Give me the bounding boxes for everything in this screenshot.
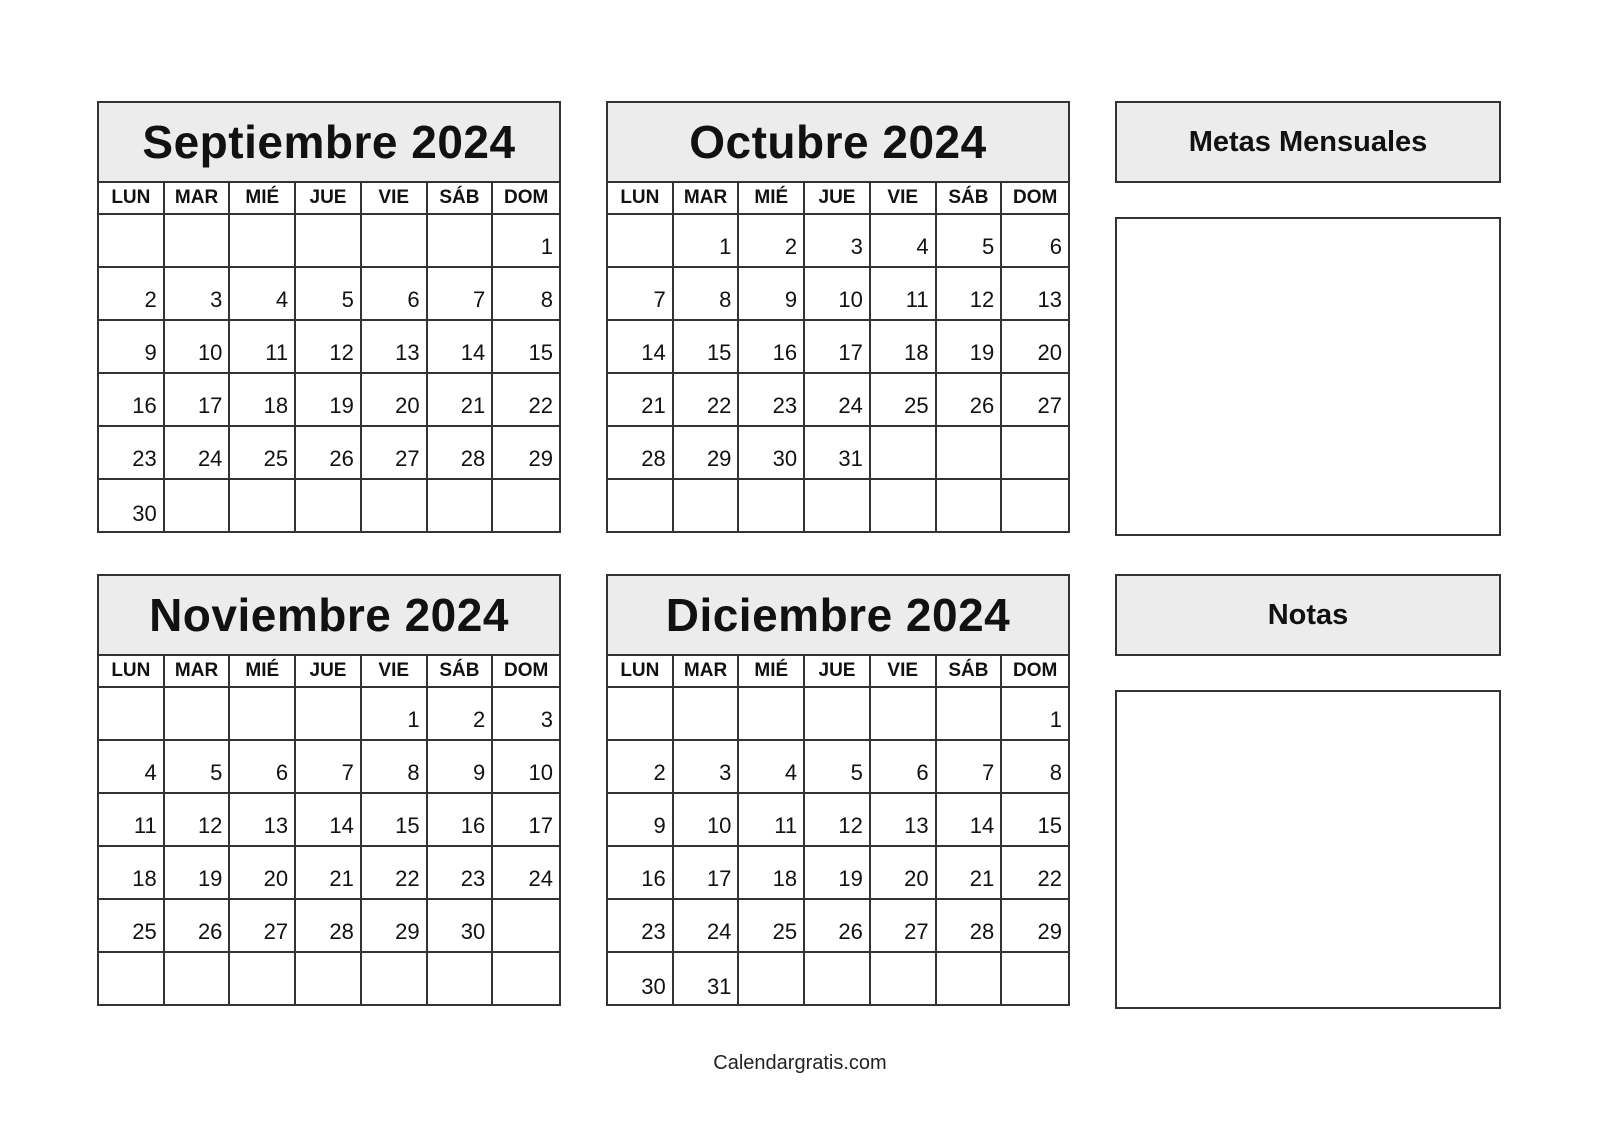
day-cell: 2 [739, 215, 805, 268]
day-cell: 22 [674, 374, 740, 427]
weekday-header: SÁB [428, 183, 494, 215]
weekday-header: DOM [493, 656, 559, 688]
weekday-header: MIÉ [230, 656, 296, 688]
day-cell: 25 [871, 374, 937, 427]
day-cell [230, 953, 296, 1006]
day-cell [608, 688, 674, 741]
day-cell: 21 [937, 847, 1003, 900]
day-cell: 22 [493, 374, 559, 427]
weekday-header: JUE [296, 656, 362, 688]
day-cell: 2 [608, 741, 674, 794]
weekday-header: DOM [493, 183, 559, 215]
day-cell: 23 [739, 374, 805, 427]
day-cell: 10 [674, 794, 740, 847]
day-cell: 1 [362, 688, 428, 741]
day-cell [871, 427, 937, 480]
day-cell: 18 [871, 321, 937, 374]
day-cell: 29 [674, 427, 740, 480]
day-cell: 14 [428, 321, 494, 374]
weekday-header: JUE [296, 183, 362, 215]
day-cell: 5 [165, 741, 231, 794]
day-cell [99, 215, 165, 268]
day-cell: 10 [493, 741, 559, 794]
day-cell: 28 [296, 900, 362, 953]
day-cell [739, 480, 805, 533]
day-cell: 29 [493, 427, 559, 480]
day-cell [165, 215, 231, 268]
day-cell [428, 480, 494, 533]
day-cell: 20 [871, 847, 937, 900]
day-cell [362, 480, 428, 533]
day-cell: 15 [362, 794, 428, 847]
weekday-header: JUE [805, 183, 871, 215]
day-cell: 1 [493, 215, 559, 268]
day-cell: 28 [428, 427, 494, 480]
day-cell: 13 [1002, 268, 1068, 321]
day-cell: 4 [230, 268, 296, 321]
day-cell: 21 [428, 374, 494, 427]
month-title: Diciembre 2024 [608, 576, 1068, 656]
day-cell: 16 [99, 374, 165, 427]
day-cell: 23 [428, 847, 494, 900]
weekday-header: MAR [674, 656, 740, 688]
day-cell: 14 [937, 794, 1003, 847]
weekday-header: LUN [608, 183, 674, 215]
weekday-header: LUN [99, 183, 165, 215]
day-cell: 24 [805, 374, 871, 427]
day-cell: 26 [165, 900, 231, 953]
day-cell: 15 [674, 321, 740, 374]
day-cell: 8 [362, 741, 428, 794]
calendar-grid [99, 183, 559, 533]
day-cell: 27 [230, 900, 296, 953]
weekday-header: MAR [165, 183, 231, 215]
day-cell: 1 [1002, 688, 1068, 741]
day-cell: 5 [805, 741, 871, 794]
day-cell: 19 [165, 847, 231, 900]
day-cell [739, 953, 805, 1006]
day-cell: 15 [1002, 794, 1068, 847]
day-cell: 14 [608, 321, 674, 374]
day-cell: 18 [230, 374, 296, 427]
day-cell: 24 [165, 427, 231, 480]
day-cell: 16 [428, 794, 494, 847]
day-cell: 26 [296, 427, 362, 480]
day-cell: 7 [608, 268, 674, 321]
day-cell: 20 [1002, 321, 1068, 374]
day-cell: 17 [493, 794, 559, 847]
day-cell [937, 688, 1003, 741]
month-calendar-november [97, 574, 561, 1006]
day-cell [871, 688, 937, 741]
day-cell: 6 [871, 741, 937, 794]
month-title: Septiembre 2024 [99, 103, 559, 183]
day-cell [937, 953, 1003, 1006]
month-calendar-october [606, 101, 1070, 533]
weekday-header: LUN [99, 656, 165, 688]
day-cell: 30 [608, 953, 674, 1006]
day-cell: 28 [937, 900, 1003, 953]
day-cell: 15 [493, 321, 559, 374]
day-cell [99, 953, 165, 1006]
day-cell: 11 [739, 794, 805, 847]
day-cell: 24 [674, 900, 740, 953]
day-cell: 7 [937, 741, 1003, 794]
day-cell: 17 [165, 374, 231, 427]
day-cell: 22 [1002, 847, 1068, 900]
goals-box[interactable] [1115, 217, 1501, 536]
day-cell: 10 [805, 268, 871, 321]
weekday-header: VIE [362, 183, 428, 215]
day-cell: 19 [296, 374, 362, 427]
day-cell: 2 [428, 688, 494, 741]
month-calendar-december [606, 574, 1070, 1006]
day-cell: 19 [805, 847, 871, 900]
day-cell: 31 [674, 953, 740, 1006]
day-cell: 25 [739, 900, 805, 953]
weekday-header: JUE [805, 656, 871, 688]
day-cell [493, 480, 559, 533]
day-cell [608, 480, 674, 533]
day-cell [493, 953, 559, 1006]
weekday-header: DOM [1002, 656, 1068, 688]
day-cell [1002, 953, 1068, 1006]
weekday-header: MAR [674, 183, 740, 215]
day-cell: 30 [99, 480, 165, 533]
day-cell: 10 [165, 321, 231, 374]
day-cell: 11 [230, 321, 296, 374]
day-cell: 27 [362, 427, 428, 480]
day-cell: 9 [99, 321, 165, 374]
day-cell: 19 [937, 321, 1003, 374]
calendar-grid [608, 183, 1068, 533]
weekday-header: MAR [165, 656, 231, 688]
day-cell: 13 [871, 794, 937, 847]
day-cell: 8 [1002, 741, 1068, 794]
day-cell: 9 [608, 794, 674, 847]
day-cell: 29 [362, 900, 428, 953]
day-cell: 23 [608, 900, 674, 953]
day-cell: 20 [362, 374, 428, 427]
notes-header: Notas [1115, 574, 1501, 656]
day-cell: 12 [805, 794, 871, 847]
footer-site: Calendargratis.com [713, 1052, 887, 1074]
day-cell: 13 [230, 794, 296, 847]
day-cell: 12 [937, 268, 1003, 321]
day-cell: 16 [739, 321, 805, 374]
day-cell [937, 427, 1003, 480]
day-cell: 9 [739, 268, 805, 321]
month-title: Noviembre 2024 [99, 576, 559, 656]
day-cell [165, 480, 231, 533]
weekday-header: VIE [871, 656, 937, 688]
day-cell: 11 [871, 268, 937, 321]
day-cell [165, 953, 231, 1006]
day-cell: 4 [99, 741, 165, 794]
notes-box[interactable] [1115, 690, 1501, 1009]
day-cell: 31 [805, 427, 871, 480]
day-cell: 14 [296, 794, 362, 847]
day-cell: 17 [674, 847, 740, 900]
day-cell: 16 [608, 847, 674, 900]
day-cell: 22 [362, 847, 428, 900]
day-cell [1002, 427, 1068, 480]
day-cell [674, 480, 740, 533]
weekday-header: SÁB [937, 656, 1003, 688]
day-cell: 7 [296, 741, 362, 794]
day-cell: 1 [674, 215, 740, 268]
day-cell: 4 [739, 741, 805, 794]
day-cell [165, 688, 231, 741]
day-cell: 7 [428, 268, 494, 321]
day-cell [937, 480, 1003, 533]
goals-header: Metas Mensuales [1115, 101, 1501, 183]
day-cell: 27 [871, 900, 937, 953]
day-cell [296, 688, 362, 741]
day-cell [1002, 480, 1068, 533]
weekday-header: SÁB [428, 656, 494, 688]
weekday-header: SÁB [937, 183, 1003, 215]
day-cell [428, 215, 494, 268]
day-cell [805, 480, 871, 533]
day-cell: 12 [165, 794, 231, 847]
day-cell: 23 [99, 427, 165, 480]
day-cell [805, 688, 871, 741]
day-cell: 17 [805, 321, 871, 374]
day-cell [230, 688, 296, 741]
day-cell: 3 [493, 688, 559, 741]
day-cell: 5 [937, 215, 1003, 268]
day-cell: 26 [937, 374, 1003, 427]
day-cell: 28 [608, 427, 674, 480]
day-cell [674, 688, 740, 741]
day-cell [230, 480, 296, 533]
day-cell: 3 [805, 215, 871, 268]
day-cell: 8 [674, 268, 740, 321]
day-cell: 6 [230, 741, 296, 794]
weekday-header: MIÉ [230, 183, 296, 215]
day-cell: 24 [493, 847, 559, 900]
day-cell [608, 215, 674, 268]
day-cell: 18 [99, 847, 165, 900]
day-cell: 13 [362, 321, 428, 374]
day-cell [362, 215, 428, 268]
day-cell: 21 [296, 847, 362, 900]
weekday-header: VIE [362, 656, 428, 688]
weekday-header: MIÉ [739, 656, 805, 688]
day-cell [296, 215, 362, 268]
day-cell: 5 [296, 268, 362, 321]
day-cell: 11 [99, 794, 165, 847]
day-cell [296, 953, 362, 1006]
day-cell [493, 900, 559, 953]
month-calendar-september [97, 101, 561, 533]
day-cell [871, 953, 937, 1006]
day-cell: 27 [1002, 374, 1068, 427]
day-cell [296, 480, 362, 533]
weekday-header: MIÉ [739, 183, 805, 215]
day-cell [230, 215, 296, 268]
day-cell: 12 [296, 321, 362, 374]
day-cell [805, 953, 871, 1006]
day-cell: 21 [608, 374, 674, 427]
day-cell: 3 [674, 741, 740, 794]
day-cell: 30 [739, 427, 805, 480]
day-cell: 18 [739, 847, 805, 900]
day-cell [99, 688, 165, 741]
day-cell: 9 [428, 741, 494, 794]
weekday-header: LUN [608, 656, 674, 688]
calendar-grid [99, 656, 559, 1006]
day-cell [362, 953, 428, 1006]
day-cell: 8 [493, 268, 559, 321]
month-title: Octubre 2024 [608, 103, 1068, 183]
day-cell: 2 [99, 268, 165, 321]
day-cell: 25 [99, 900, 165, 953]
day-cell [428, 953, 494, 1006]
day-cell: 4 [871, 215, 937, 268]
day-cell: 3 [165, 268, 231, 321]
day-cell: 26 [805, 900, 871, 953]
day-cell: 30 [428, 900, 494, 953]
weekday-header: VIE [871, 183, 937, 215]
day-cell: 25 [230, 427, 296, 480]
weekday-header: DOM [1002, 183, 1068, 215]
day-cell: 20 [230, 847, 296, 900]
day-cell: 6 [362, 268, 428, 321]
day-cell [871, 480, 937, 533]
day-cell [739, 688, 805, 741]
day-cell: 6 [1002, 215, 1068, 268]
day-cell: 29 [1002, 900, 1068, 953]
calendar-grid [608, 656, 1068, 1006]
